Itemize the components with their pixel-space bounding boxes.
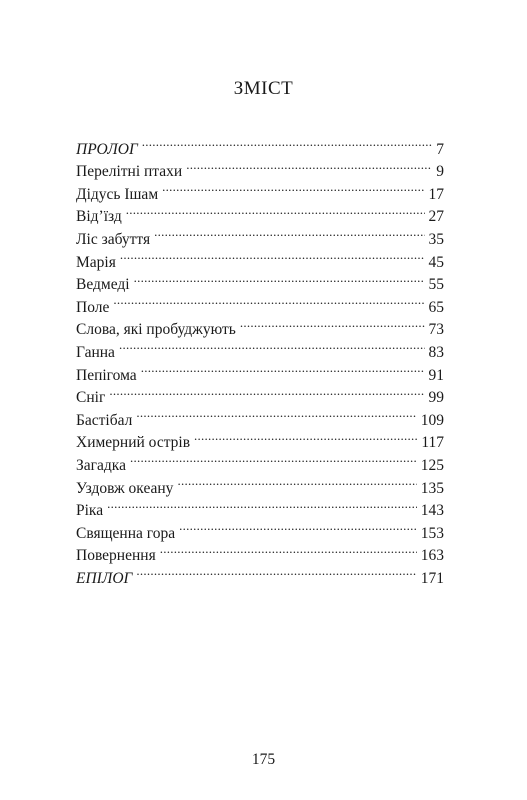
- dot-leader: [179, 515, 417, 538]
- toc-entry-title: Химерний острів: [76, 434, 191, 452]
- dot-leader: [194, 425, 417, 448]
- toc-entry-page: 171: [420, 569, 444, 587]
- toc-entry: [76, 312, 444, 339]
- toc-entry-title: Перелітні птахи: [76, 163, 183, 181]
- toc-entry-page: 143: [420, 502, 444, 520]
- toc-entry: [76, 131, 444, 158]
- toc-entry-title: Ліс забуття: [76, 230, 151, 248]
- toc-entry-title: Ведмеді: [76, 276, 130, 294]
- toc-entry-title: Слова, які пробуджують: [76, 321, 236, 339]
- dot-leader: [130, 447, 417, 470]
- toc-entry: [76, 380, 444, 407]
- toc-entry-page: 7: [436, 140, 444, 158]
- toc-entry-title: Пепігома: [76, 366, 137, 384]
- toc-entry-title: Священна гора: [76, 524, 176, 542]
- toc-entry-title: Ганна: [76, 343, 115, 361]
- dot-leader: [240, 312, 425, 335]
- page-title: ЗМІСТ: [233, 78, 294, 99]
- toc-entry-page: 27: [428, 208, 444, 226]
- toc-entry: [76, 357, 444, 384]
- toc-entry-title: Уздовж океану: [76, 479, 174, 497]
- toc-entry: [76, 493, 444, 520]
- dot-leader: [126, 199, 425, 222]
- dot-leader: [136, 402, 416, 425]
- page-number: 175: [251, 751, 276, 768]
- toc-entry-title: ЕПІЛОГ: [76, 569, 133, 587]
- toc-entry-page: 45: [428, 253, 444, 271]
- dot-leader: [177, 470, 416, 493]
- toc-entry-page: 83: [428, 343, 444, 361]
- toc-entry-page: 153: [420, 524, 444, 542]
- toc-entry-page: 163: [420, 547, 444, 565]
- dot-leader: [136, 560, 416, 583]
- toc-entry-title: Марія: [76, 253, 116, 271]
- toc-entry: [76, 199, 444, 226]
- dot-leader: [107, 493, 417, 516]
- toc-entry-title: Бастібал: [76, 411, 133, 429]
- toc-entry-title: Від’їзд: [76, 208, 122, 226]
- toc-entry-page: 17: [428, 185, 444, 203]
- toc-entry: [76, 402, 444, 429]
- toc-entry-page: 9: [436, 163, 444, 181]
- toc-entry-page: 109: [420, 411, 444, 429]
- dot-leader: [119, 334, 425, 357]
- toc-entry-page: 135: [420, 479, 444, 497]
- dot-leader: [160, 538, 417, 561]
- toc-entry-page: 65: [428, 298, 444, 316]
- toc-entry-title: Сніг: [76, 389, 106, 407]
- toc-entry-title: Дідусь Ішам: [76, 185, 159, 203]
- toc-entry: [76, 289, 444, 316]
- toc-entry-page: 35: [428, 230, 444, 248]
- toc-entry-title: ПРОЛОГ: [76, 140, 138, 158]
- toc-entry-title: Загадка: [76, 456, 126, 474]
- toc-entry-title: Повернення: [76, 547, 156, 565]
- dot-leader: [109, 380, 424, 403]
- toc-entry: [76, 244, 444, 271]
- toc-entry-title: Ріка: [76, 502, 104, 520]
- dot-leader: [134, 267, 425, 290]
- toc-entry-page: 91: [428, 366, 444, 384]
- toc-entry-page: 117: [421, 434, 444, 452]
- dot-leader: [120, 244, 425, 267]
- table-of-contents: [76, 131, 444, 587]
- toc-entry: [76, 470, 444, 497]
- toc-entry-page: 73: [428, 321, 444, 339]
- toc-entry: [76, 515, 444, 542]
- toc-entry-page: 55: [428, 276, 444, 294]
- toc-entry-page: 99: [428, 389, 444, 407]
- toc-entry-page: 125: [420, 456, 444, 474]
- toc-entry: [76, 334, 444, 361]
- dot-leader: [154, 221, 424, 244]
- dot-leader: [142, 131, 432, 154]
- dot-leader: [186, 154, 432, 177]
- dot-leader: [113, 289, 424, 312]
- toc-entry: [76, 267, 444, 294]
- toc-entry: [76, 221, 444, 248]
- dot-leader: [162, 176, 424, 199]
- toc-entry: [76, 447, 444, 474]
- toc-entry-title: Поле: [76, 298, 110, 316]
- dot-leader: [141, 357, 425, 380]
